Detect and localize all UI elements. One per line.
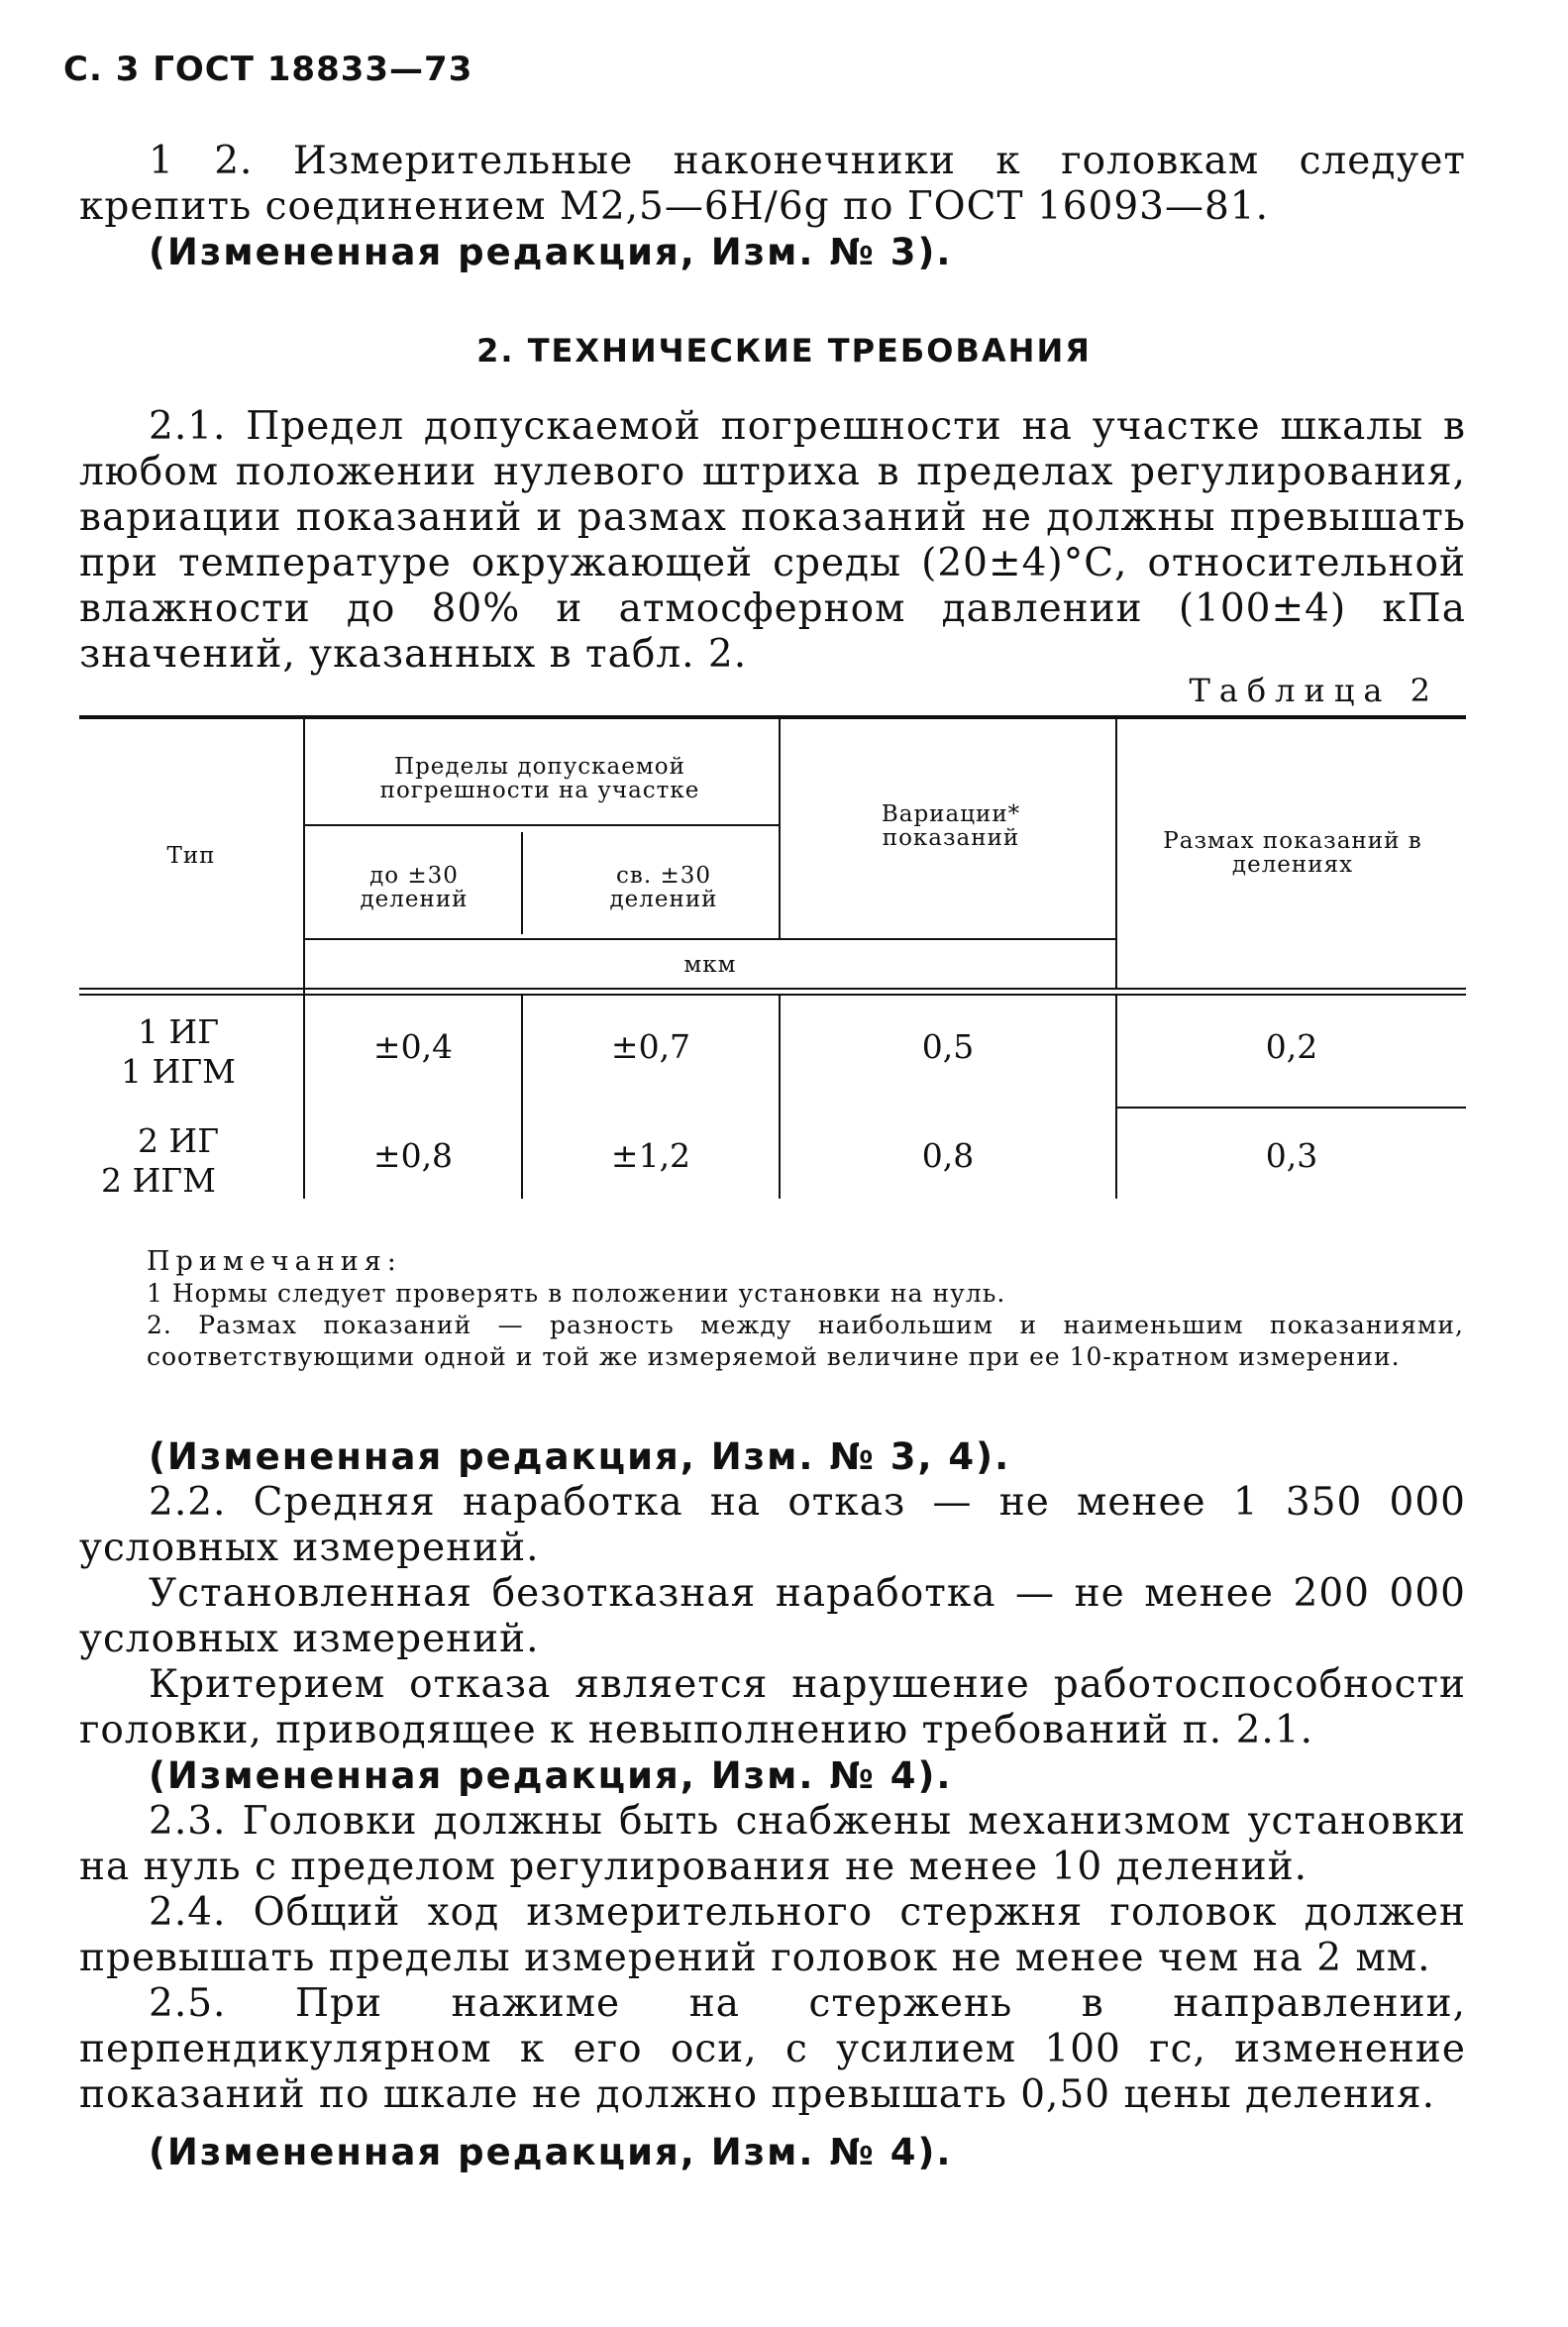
note-2: 2. Размах показаний — разность между наибольшим и наименьшим показаниями, соответствующими одной и той же измеряемой величине при ее 10-кратном измерении. <box>147 1311 1464 1371</box>
amendment-note-3: (Измененная редакция, Изм. № 4). <box>149 1754 953 1797</box>
sub-col-divider-head <box>521 832 523 934</box>
clause-2-5: 2.5. При нажиме на стержень в направлении, перпендикулярном к его оси, с усилием 100 гс, изменение показаний по шкале не должно превышать 0,50 цены деления. <box>79 1981 1466 2117</box>
col-divider-2-head <box>779 719 781 938</box>
clause-2-2-a: 2.2. Средняя наработка на отказ — не менее 1 350 000 условных измерений. <box>79 1480 1466 1570</box>
header-sub-over-30: св. ±30 делений <box>609 863 718 912</box>
section-title: 2. ТЕХНИЧЕСКИЕ ТРЕБОВАНИЯ <box>476 332 1092 370</box>
header-rule-2 <box>79 994 1466 996</box>
clause-2-2-block <box>79 1434 1466 2175</box>
amendment-note-2: (Измененная редакция, Изм. № 3, 4). <box>149 1435 1011 1478</box>
row1-limit-over-30: ±0,7 <box>610 1027 691 1066</box>
header-type: Тип <box>166 843 216 869</box>
row2-type-a: 2 ИГ <box>137 1121 220 1160</box>
header-rule-1 <box>79 988 1466 990</box>
range-row-divider <box>1115 1107 1466 1109</box>
table-2 <box>79 715 1466 1211</box>
clause-2-1: 2.1. Предел допускаемой погрешности на участке шкалы в любом положении нулевого штриха в пределах регулирования, вариации показаний и размах показаний не должны превышать при температуре окружающей среды (20±4)°С, относительной влажности до 80% и атмосферном давлении (100±4) кПа значений, указанных в табл. 2. <box>79 404 1466 677</box>
clause-2-1-block <box>79 404 1466 678</box>
page-header: С. 3 ГОСТ 18833—73 <box>63 50 473 89</box>
unit-divider <box>305 938 1115 940</box>
clause-1-2-block <box>79 139 1466 275</box>
clause-2-2-c: Критерием отказа является нарушение работоспособности головки, приводящее к невыполнению требований п. 2.1. <box>79 1662 1466 1752</box>
clause-2-4: 2.4. Общий ход измерительного стержня головок должен превышать пределы измерений головок не менее чем на 2 мм. <box>79 1890 1466 1980</box>
header-error-limits: Пределы допускаемой погрешности на участке <box>379 754 700 803</box>
clause-2-2-b: Установленная безотказная наработка — не менее 200 000 условных измерений. <box>79 1571 1466 1661</box>
amendment-note-1: (Измененная редакция, Изм. № 3). <box>149 231 953 273</box>
row2-limit-over-30: ±1,2 <box>610 1136 691 1175</box>
header-range: Размах показаний в делениях <box>1163 828 1422 878</box>
row2-variation: 0,8 <box>921 1136 975 1175</box>
row2-limit-up-to-30: ±0,8 <box>372 1136 454 1175</box>
header-sub-up-to-30: до ±30 делений <box>360 863 469 912</box>
table-notes <box>147 1246 1464 1373</box>
row1-range: 0,2 <box>1265 1027 1318 1066</box>
table-top-rule <box>79 715 1466 719</box>
header-unit: мкм <box>683 952 737 978</box>
row1-type-b: 1 ИГМ <box>121 1052 236 1091</box>
row2-range: 0,3 <box>1265 1136 1318 1175</box>
clause-2-3: 2.3. Головки должны быть снабжены механизмом установки на нуль с пределом регулирования не менее 10 делений. <box>79 1799 1466 1889</box>
amendment-note-4: (Измененная редакция, Изм. № 4). <box>149 2131 953 2173</box>
row1-limit-up-to-30: ±0,4 <box>372 1027 454 1066</box>
col-divider-3-head <box>1115 719 1117 988</box>
note-1: 1 Нормы следует проверять в положении установки на нуль. <box>147 1279 1006 1308</box>
clause-1-2: 1 2. Измерительные наконечники к головкам следует крепить соединением М2,5—6H/6g по ГОСТ 16093—81. <box>79 139 1466 229</box>
row1-variation: 0,5 <box>921 1027 975 1066</box>
row2-type-b: 2 ИГМ <box>101 1161 216 1200</box>
row1-type-a: 1 ИГ <box>137 1012 220 1051</box>
header-variation: Вариации* показаний <box>881 801 1021 851</box>
notes-title: Примечания: <box>147 1246 402 1277</box>
group-divider <box>305 824 779 826</box>
table-label: Таблица 2 <box>1189 672 1439 709</box>
